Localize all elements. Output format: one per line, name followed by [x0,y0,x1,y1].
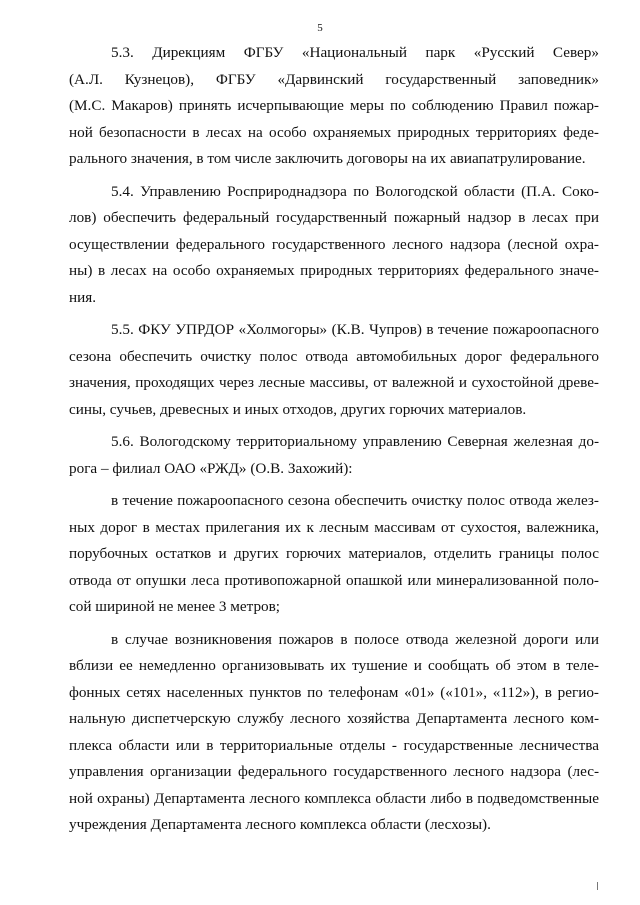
text-line: отвода от опушки леса противопожарной опашкой или минерализованной поло- [69,571,599,589]
text-line: плекса области или в территориальные отделы - государственные лесничества [69,736,599,754]
text-line: 5.6. Вологодскому территориальному управлению Северная железная до- [111,433,599,450]
text-line: ния. [69,288,97,306]
text-line: фонных сетях населенных пунктов по телефонам «01» («101», «112»), в регио- [69,683,599,701]
text-line: (А.Л. Кузнецов), ФГБУ «Дарвинский государственный заповедник» [69,70,599,88]
text-line: в течение пожароопасного сезона обеспечить очистку полос отвода желез- [111,492,599,509]
paragraph-5-4 [69,179,599,312]
text-line: нальную диспетчерскую службу лесного хозяйства Департамента лесного ком- [69,710,599,727]
text-line: вблизи ее немедленно организовывать их тушение и сообщать об этом в теле- [69,657,599,674]
text-line: 5.5. ФКУ УПРДОР «Холмогоры» (К.В. Чупров) в течение пожароопасного [111,321,599,338]
document-body [69,40,599,839]
text-line: управления организации федерального государственного лесного надзора (лес- [69,763,599,780]
text-line: учреждения Департамента лесного комплекса области (лесхозы). [69,816,491,833]
text-line: ной безопасности в лесах на особо охраняемых природных территориях феде- [69,123,599,141]
page-number: 5 [317,22,323,34]
paragraph-5-6 [69,429,599,482]
text-line: ны) в лесах на особо охраняемых природных территориях федерального значе- [69,262,599,279]
text-line: ных дорог в местах прилегания их к лесным массивам от сухостоя, валежника, [69,518,599,536]
text-line: 5.3. Дирекциям ФГБУ «Национальный парк «Русский Север» [111,44,599,61]
text-line: сой шириной не менее 3 метров; [69,598,281,615]
text-line: осуществлении федерального государственного лесного надзора (лесной охра- [69,235,599,253]
text-line: порубочных остатков и других горючих материалов, отделить границы полос [69,545,599,562]
paragraph-5-6-item-1 [69,488,599,621]
text-line: рога – филиал ОАО «РЖД» (О.В. Захожий): [69,459,353,477]
text-line: рального значения, в том числе заключить договоры на их авиапатрулирование. [69,150,586,167]
text-line: 5.4. Управлению Росприроднадзора по Вологодской области (П.А. Соко- [111,182,599,200]
text-line: лов) обеспечить федеральный государственный пожарный надзор в лесах при [69,209,599,226]
text-line: в случае возникновения пожаров в полосе отвода железной дороги или [111,630,599,648]
paragraph-5-5 [69,317,599,423]
paragraph-5-6-item-2 [69,627,599,839]
text-line: сезона обеспечить очистку полос отвода автомобильных дорог федерального [69,347,599,365]
text-line: (М.С. Макаров) принять исчерпывающие меры по соблюдению Правил пожар- [69,97,599,114]
text-line: ной охраны) Департамента лесного комплекса области либо в подведомственные [69,789,599,807]
scan-mark [597,882,598,890]
paragraph-5-3 [69,40,599,173]
text-line: сины, сучьев, древесных и иных отходов, других горючих материалов. [69,400,527,418]
text-line: значения, проходящих через лесные массивы, от валежной и сухостойной древе- [69,374,599,391]
